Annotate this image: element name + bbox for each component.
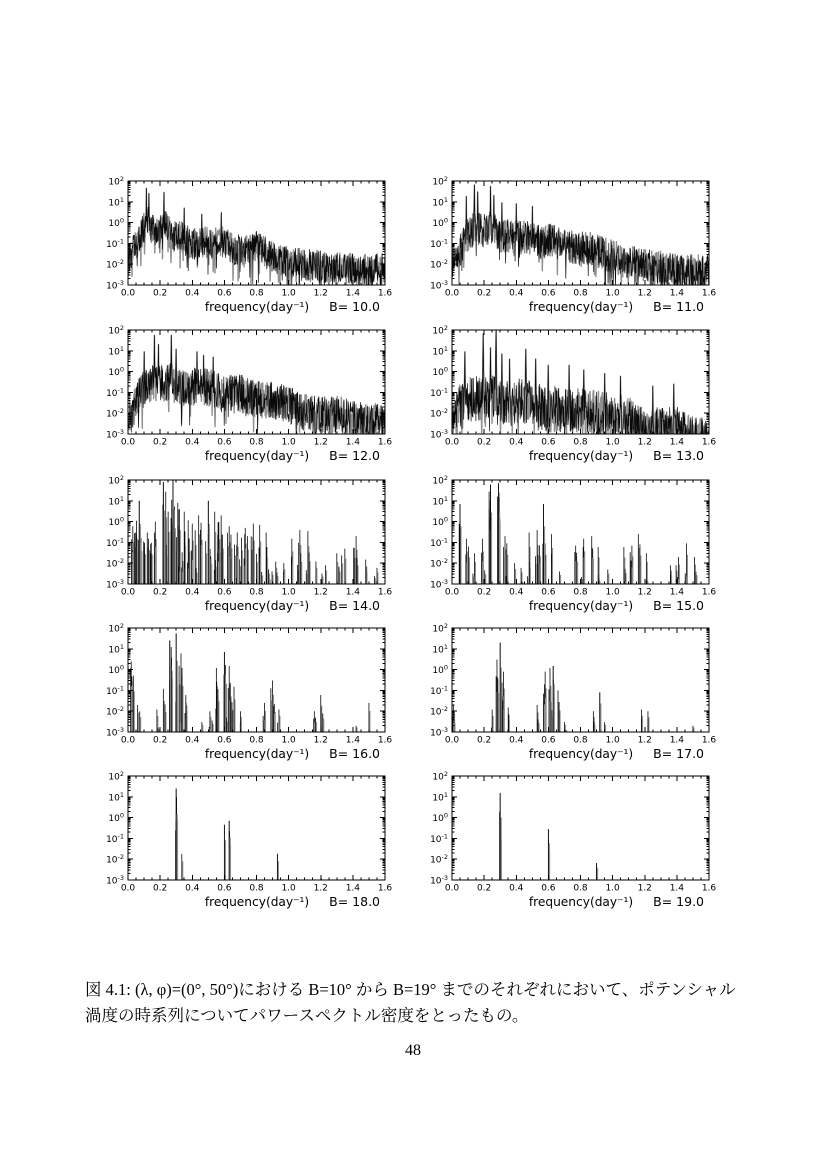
- spectrum-panel-b14.0: [92, 473, 398, 623]
- spectrum-panel-b10.0: [92, 174, 398, 324]
- x-tick-label: 0.8: [249, 883, 264, 894]
- x-tick-label: 1.4: [345, 437, 361, 448]
- psd-chart-svg: [92, 323, 398, 473]
- x-tick-label: 1.6: [701, 288, 717, 299]
- y-tick-label: $10^0$: [108, 365, 124, 379]
- x-tick-label: 0.6: [541, 288, 556, 299]
- y-tick-label: $10^{-1}$: [430, 386, 448, 399]
- psd-chart-svg: [416, 473, 722, 623]
- x-tick-label: 0.4: [185, 587, 200, 598]
- x-tick-label: 1.0: [605, 587, 620, 598]
- x-tick-label: 0.6: [541, 735, 556, 746]
- x-tick-label: 0.0: [444, 587, 460, 598]
- x-tick-label: 0.2: [152, 883, 168, 894]
- x-tick-label: 0.4: [509, 587, 524, 598]
- y-tick-label: $10^1$: [432, 790, 448, 804]
- y-tick-label: $10^0$: [108, 663, 124, 677]
- spectrum-trace: [452, 185, 709, 286]
- y-tick-label: $10^1$: [108, 790, 124, 804]
- x-tick-label: 1.2: [313, 883, 328, 894]
- psd-chart-svg: [416, 769, 722, 919]
- y-tick-label: $10^{-1}$: [430, 684, 448, 697]
- y-tick-label: $10^{-3}$: [106, 726, 124, 739]
- x-tick-label: 1.6: [377, 735, 393, 746]
- x-axis-label: frequency(day⁻¹): [204, 449, 310, 463]
- x-tick-label: 1.0: [605, 437, 620, 448]
- x-tick-label: 0.6: [541, 437, 556, 448]
- x-tick-label: 0.0: [444, 288, 460, 299]
- y-tick-label: $10^2$: [108, 770, 124, 783]
- x-tick-label: 0.0: [120, 437, 136, 448]
- y-tick-label: $10^{-3}$: [430, 279, 448, 292]
- y-tick-label: $10^{-3}$: [430, 874, 448, 887]
- spectrum-panel-b17.0: [416, 621, 722, 771]
- y-tick-label: $10^{-2}$: [106, 258, 124, 271]
- x-tick-label: 0.6: [217, 288, 232, 299]
- y-tick-label: $10^{-3}$: [106, 578, 124, 591]
- y-tick-label: $10^{-2}$: [430, 705, 448, 718]
- y-tick-label: $10^2$: [108, 175, 124, 188]
- spectrum-panel-b16.0: [92, 621, 398, 771]
- x-tick-label: 1.6: [377, 883, 393, 894]
- x-tick-label: 1.0: [281, 883, 296, 894]
- x-tick-label: 0.2: [152, 437, 168, 448]
- x-axis-label: frequency(day⁻¹): [204, 599, 310, 613]
- b-value-label: B= 14.0: [329, 598, 380, 613]
- b-value-label: B= 19.0: [653, 894, 704, 909]
- x-tick-label: 0.4: [185, 437, 200, 448]
- y-tick-label: $10^2$: [108, 324, 124, 337]
- spectrum-trace: [459, 483, 697, 584]
- x-tick-label: 1.2: [637, 735, 652, 746]
- x-axis-label: frequency(day⁻¹): [528, 300, 634, 314]
- x-tick-label: 0.4: [185, 288, 200, 299]
- x-tick-label: 0.0: [120, 587, 136, 598]
- y-tick-label: $10^0$: [108, 811, 124, 825]
- y-tick-label: $10^{-3}$: [430, 428, 448, 441]
- b-value-label: B= 12.0: [329, 448, 380, 463]
- x-tick-label: 0.0: [120, 735, 136, 746]
- y-tick-label: $10^{-2}$: [430, 853, 448, 866]
- x-tick-label: 1.0: [281, 288, 296, 299]
- x-tick-label: 1.4: [669, 587, 685, 598]
- x-tick-label: 1.6: [377, 587, 393, 598]
- x-tick-label: 1.6: [377, 288, 393, 299]
- x-tick-label: 1.2: [313, 288, 328, 299]
- y-tick-label: $10^1$: [432, 344, 448, 358]
- y-tick-label: $10^{-2}$: [106, 853, 124, 866]
- x-tick-label: 1.0: [605, 735, 620, 746]
- b-value-label: B= 18.0: [329, 894, 380, 909]
- y-tick-label: $10^{-2}$: [106, 557, 124, 570]
- spectrum-trace: [128, 188, 385, 285]
- x-tick-label: 0.2: [476, 437, 492, 448]
- y-tick-label: $10^1$: [432, 195, 448, 209]
- x-tick-label: 0.4: [509, 437, 524, 448]
- y-tick-label: $10^0$: [432, 216, 448, 230]
- b-value-label: B= 13.0: [653, 448, 704, 463]
- x-axis-label: frequency(day⁻¹): [528, 747, 634, 761]
- x-tick-label: 1.4: [669, 735, 685, 746]
- x-tick-label: 1.0: [605, 883, 620, 894]
- x-tick-label: 0.4: [185, 735, 200, 746]
- x-tick-label: 1.0: [281, 437, 296, 448]
- spectrum-trace: [128, 335, 385, 434]
- x-tick-label: 0.8: [573, 288, 588, 299]
- y-tick-label: $10^1$: [108, 494, 124, 508]
- x-tick-label: 1.0: [281, 735, 296, 746]
- x-tick-label: 1.2: [637, 587, 652, 598]
- x-tick-label: 0.8: [573, 587, 588, 598]
- x-tick-label: 0.4: [509, 288, 524, 299]
- y-tick-label: $10^0$: [108, 216, 124, 230]
- x-axis-label: frequency(day⁻¹): [204, 300, 310, 314]
- y-tick-label: $10^{-3}$: [106, 428, 124, 441]
- y-tick-label: $10^2$: [432, 175, 448, 188]
- y-tick-label: $10^{-3}$: [430, 578, 448, 591]
- spectrum-trace: [131, 480, 377, 584]
- y-tick-label: $10^0$: [432, 515, 448, 529]
- x-tick-label: 0.2: [476, 587, 492, 598]
- spectrum-trace: [453, 643, 694, 732]
- y-tick-label: $10^{-1}$: [430, 536, 448, 549]
- x-axis-label: frequency(day⁻¹): [528, 449, 634, 463]
- x-tick-label: 0.4: [185, 883, 200, 894]
- y-tick-label: $10^{-2}$: [106, 407, 124, 420]
- y-tick-label: $10^1$: [432, 642, 448, 656]
- x-tick-label: 0.0: [444, 883, 460, 894]
- y-tick-label: $10^{-2}$: [430, 258, 448, 271]
- x-tick-label: 0.8: [573, 883, 588, 894]
- x-tick-label: 0.8: [573, 735, 588, 746]
- x-tick-label: 1.4: [345, 587, 361, 598]
- spectrum-trace: [500, 793, 598, 880]
- psd-chart-svg: [416, 621, 722, 771]
- x-tick-label: 1.2: [637, 288, 652, 299]
- y-tick-label: $10^2$: [108, 474, 124, 487]
- spectrum-panel-b18.0: [92, 769, 398, 919]
- x-tick-label: 1.4: [345, 288, 361, 299]
- psd-chart-svg: [92, 174, 398, 324]
- x-tick-label: 0.2: [152, 288, 168, 299]
- x-tick-label: 0.0: [120, 288, 136, 299]
- x-tick-label: 0.0: [120, 883, 136, 894]
- spectrum-panel-b11.0: [416, 174, 722, 324]
- x-tick-label: 1.6: [701, 883, 717, 894]
- x-axis-label: frequency(day⁻¹): [204, 747, 310, 761]
- y-tick-label: $10^0$: [432, 365, 448, 379]
- x-tick-label: 1.6: [701, 587, 717, 598]
- y-tick-label: $10^0$: [432, 811, 448, 825]
- x-tick-label: 0.2: [476, 288, 492, 299]
- x-axis-label: frequency(day⁻¹): [528, 895, 634, 909]
- spectrum-trace: [176, 789, 322, 880]
- psd-chart-svg: [92, 769, 398, 919]
- x-tick-label: 1.4: [669, 883, 685, 894]
- y-tick-label: $10^2$: [432, 474, 448, 487]
- x-tick-label: 0.8: [249, 587, 264, 598]
- x-tick-label: 1.6: [701, 437, 717, 448]
- spectrum-panel-b19.0: [416, 769, 722, 919]
- y-tick-label: $10^{-1}$: [106, 536, 124, 549]
- x-tick-label: 0.2: [152, 587, 168, 598]
- x-tick-label: 1.2: [313, 735, 328, 746]
- y-tick-label: $10^{-3}$: [106, 874, 124, 887]
- x-tick-label: 1.4: [669, 288, 685, 299]
- figure-caption-line1: 図 4.1: (λ, φ)=(0°, 50°)における B=10° から B=19° までのそれぞれにおいて、ポテンシャル: [85, 979, 736, 999]
- x-tick-label: 0.2: [476, 883, 492, 894]
- x-tick-label: 0.6: [217, 587, 232, 598]
- psd-chart-svg: [92, 621, 398, 771]
- b-value-label: B= 16.0: [329, 746, 380, 761]
- y-tick-label: $10^{-1}$: [430, 832, 448, 845]
- x-tick-label: 0.8: [573, 437, 588, 448]
- x-tick-label: 1.2: [637, 883, 652, 894]
- y-tick-label: $10^1$: [108, 642, 124, 656]
- y-tick-label: $10^2$: [108, 622, 124, 635]
- x-tick-label: 0.4: [509, 735, 524, 746]
- x-tick-label: 0.6: [217, 735, 232, 746]
- y-tick-label: $10^{-1}$: [106, 386, 124, 399]
- spectrum-panel-b15.0: [416, 473, 722, 623]
- x-tick-label: 0.2: [476, 735, 492, 746]
- page-number: 48: [405, 1042, 421, 1059]
- x-tick-label: 0.8: [249, 288, 264, 299]
- x-tick-label: 1.2: [637, 437, 652, 448]
- psd-chart-svg: [416, 323, 722, 473]
- psd-chart-svg: [416, 174, 722, 324]
- y-tick-label: $10^2$: [432, 622, 448, 635]
- x-tick-label: 0.2: [152, 735, 168, 746]
- x-tick-label: 1.4: [345, 883, 361, 894]
- y-tick-label: $10^{-3}$: [106, 279, 124, 292]
- y-tick-label: $10^1$: [108, 344, 124, 358]
- x-tick-label: 1.2: [313, 437, 328, 448]
- spectrum-panel-b12.0: [92, 323, 398, 473]
- x-tick-label: 0.6: [541, 883, 556, 894]
- psd-chart-svg: [92, 473, 398, 623]
- b-value-label: B= 15.0: [653, 598, 704, 613]
- x-tick-label: 1.0: [605, 288, 620, 299]
- y-tick-label: $10^1$: [432, 494, 448, 508]
- y-tick-label: $10^{-1}$: [106, 237, 124, 250]
- spectrum-trace: [452, 330, 709, 435]
- y-tick-label: $10^{-2}$: [430, 407, 448, 420]
- x-tick-label: 0.6: [217, 437, 232, 448]
- spectrum-panel-b13.0: [416, 323, 722, 473]
- x-tick-label: 0.4: [509, 883, 524, 894]
- y-tick-label: $10^2$: [432, 324, 448, 337]
- y-tick-label: $10^{-2}$: [430, 557, 448, 570]
- figure-caption-line2: 渦度の時系列についてパワースペクトル密度をとったもの。: [85, 1005, 529, 1025]
- spectrum-trace: [131, 633, 370, 732]
- figure-caption: [85, 977, 753, 1030]
- y-tick-label: $10^{-1}$: [106, 832, 124, 845]
- b-value-label: B= 11.0: [653, 299, 704, 314]
- y-tick-label: $10^{-1}$: [106, 684, 124, 697]
- x-tick-label: 1.0: [281, 587, 296, 598]
- y-tick-label: $10^{-2}$: [106, 705, 124, 718]
- y-tick-label: $10^{-1}$: [430, 237, 448, 250]
- x-tick-label: 1.4: [345, 735, 361, 746]
- x-tick-label: 0.6: [217, 883, 232, 894]
- y-tick-label: $10^{-3}$: [430, 726, 448, 739]
- x-tick-label: 0.6: [541, 587, 556, 598]
- x-tick-label: 1.6: [377, 437, 393, 448]
- x-tick-label: 0.8: [249, 437, 264, 448]
- b-value-label: B= 10.0: [329, 299, 380, 314]
- y-tick-label: $10^2$: [432, 770, 448, 783]
- b-value-label: B= 17.0: [653, 746, 704, 761]
- y-tick-label: $10^0$: [108, 515, 124, 529]
- x-tick-label: 0.0: [444, 437, 460, 448]
- y-tick-label: $10^0$: [432, 663, 448, 677]
- x-axis-label: frequency(day⁻¹): [204, 895, 310, 909]
- x-tick-label: 0.0: [444, 735, 460, 746]
- x-axis-label: frequency(day⁻¹): [528, 599, 634, 613]
- y-tick-label: $10^1$: [108, 195, 124, 209]
- x-tick-label: 1.4: [669, 437, 685, 448]
- x-tick-label: 1.6: [701, 735, 717, 746]
- x-tick-label: 0.8: [249, 735, 264, 746]
- x-tick-label: 1.2: [313, 587, 328, 598]
